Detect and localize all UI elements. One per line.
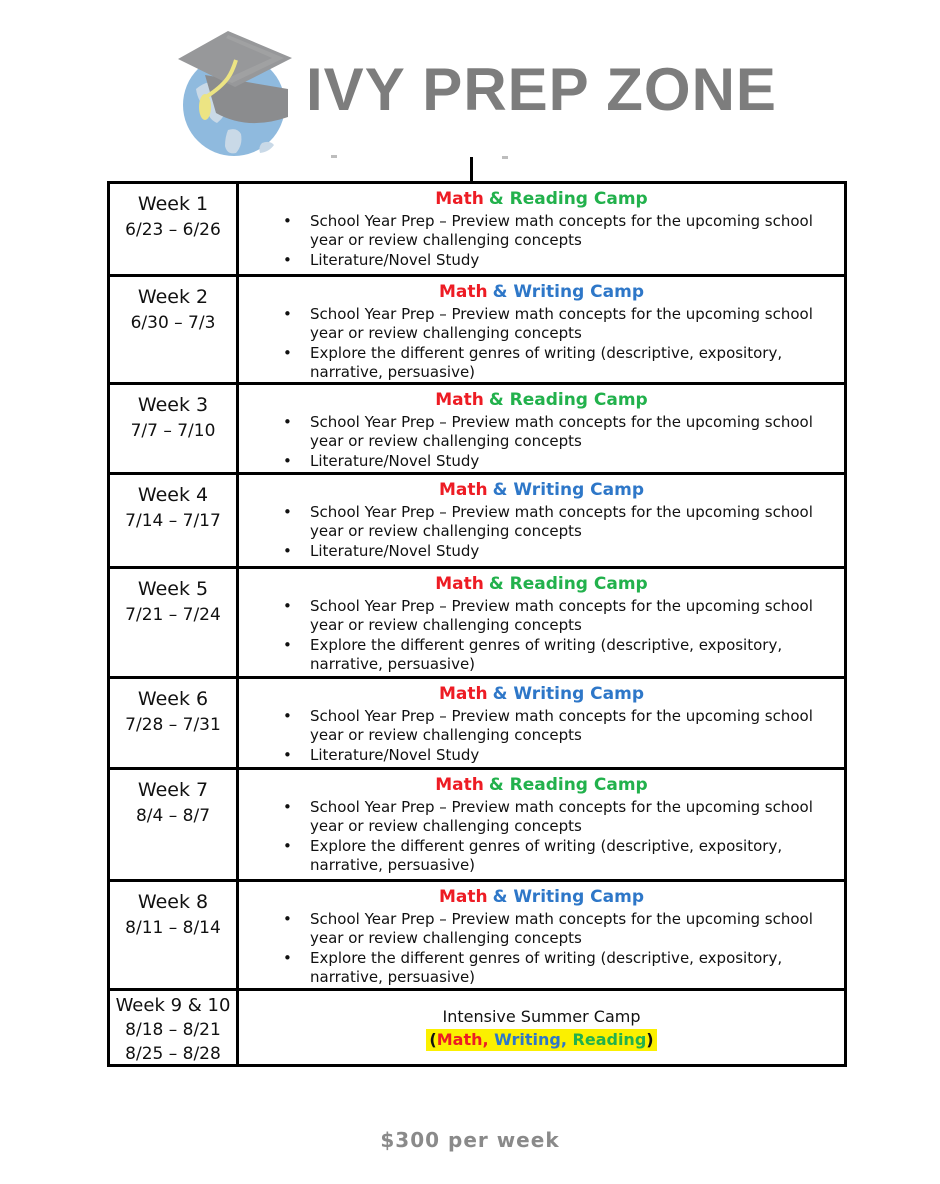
week-cell	[110, 184, 239, 274]
camp-cell	[239, 385, 844, 472]
bullet-item: • Literature/Novel Study	[251, 452, 832, 471]
schedule-row	[110, 184, 844, 277]
camp-title-math: Math	[435, 574, 484, 594]
camp-title-rest: & Writing Camp	[492, 480, 644, 500]
bullet-item: • School Year Prep – Preview math concepts for the upcoming school year or review challenging concepts	[251, 910, 832, 948]
bullet-item: • School Year Prep – Preview math concepts for the upcoming school year or review challenging concepts	[251, 798, 832, 836]
week-cell	[110, 679, 239, 767]
week-label: Week 1	[137, 193, 209, 215]
week-dates: 8/18 – 8/21	[125, 1020, 221, 1040]
camp-title	[251, 189, 832, 210]
week-cell	[110, 569, 239, 676]
camp-title-math: Math	[435, 390, 484, 410]
week-dates: 8/11 – 8/14	[125, 918, 221, 938]
camp-title	[251, 480, 832, 501]
bullet-item: • Literature/Novel Study	[251, 542, 832, 561]
camp-title-rest: & Reading Camp	[488, 775, 648, 795]
highlight-part: )	[646, 1029, 654, 1049]
camp-cell	[239, 770, 844, 879]
camp-cell	[239, 184, 844, 274]
week-label: Week 8	[137, 891, 209, 913]
schedule-row	[110, 679, 844, 770]
schedule-row	[110, 385, 844, 475]
week-dates: 7/28 – 7/31	[125, 715, 221, 735]
week-label: Week 5	[137, 578, 209, 600]
bullet-item: • Explore the different genres of writing (descriptive, expository, narrative, persuasive)	[251, 949, 832, 987]
artifact-speck	[331, 155, 337, 158]
week-label: Week 3	[137, 394, 209, 416]
week-cell	[110, 385, 239, 472]
camp-title	[251, 887, 832, 908]
bullet-list	[251, 707, 832, 765]
brand-title: IVY PREP ZONE	[306, 56, 777, 123]
bullet-item: • Explore the different genres of writing (descriptive, expository, narrative, persuasive)	[251, 344, 832, 382]
camp-title-rest: & Reading Camp	[488, 390, 648, 410]
camp-title-rest: & Writing Camp	[492, 887, 644, 907]
schedule-table	[107, 181, 847, 1067]
bullet-item: • School Year Prep – Preview math concepts for the upcoming school year or review challenging concepts	[251, 413, 832, 451]
graduation-cap-globe-icon	[168, 25, 303, 160]
camp-title-math: Math	[435, 775, 484, 795]
schedule-row	[110, 770, 844, 882]
bullet-list	[251, 910, 832, 987]
week-cell	[110, 991, 239, 1064]
camp-cell	[239, 277, 844, 382]
bullet-list	[251, 503, 832, 561]
camp-title-rest: & Writing Camp	[492, 282, 644, 302]
week-dates: 8/25 – 8/28	[125, 1044, 221, 1064]
camp-title-math: Math	[438, 282, 488, 302]
schedule-row	[110, 569, 844, 679]
camp-title	[251, 282, 832, 303]
highlight-part: Reading	[572, 1029, 647, 1049]
camp-title-rest: & Writing Camp	[492, 684, 644, 704]
bullet-item: • School Year Prep – Preview math concepts for the upcoming school year or review challenging concepts	[251, 597, 832, 635]
week-cell	[110, 475, 239, 566]
bullet-item: • School Year Prep – Preview math concepts for the upcoming school year or review challenging concepts	[251, 212, 832, 250]
bullet-list	[251, 413, 832, 471]
schedule-row-final	[110, 991, 844, 1064]
highlight-part: (	[429, 1029, 437, 1049]
camp-cell	[239, 882, 844, 988]
camp-cell	[239, 569, 844, 676]
bullet-list	[251, 597, 832, 674]
bullet-item: • Literature/Novel Study	[251, 746, 832, 765]
schedule-row	[110, 277, 844, 385]
bullet-list	[251, 212, 832, 270]
schedule-row	[110, 475, 844, 569]
bullet-item: • Explore the different genres of writing (descriptive, expository, narrative, persuasive)	[251, 636, 832, 674]
schedule-row	[110, 882, 844, 991]
bullet-list	[251, 798, 832, 875]
camp-title-rest: & Reading Camp	[488, 574, 648, 594]
week-cell	[110, 882, 239, 988]
week-cell	[110, 277, 239, 382]
bullet-list	[251, 305, 832, 382]
week-label: Week 7	[137, 779, 209, 801]
camp-title-math: Math	[435, 189, 484, 209]
camp-cell	[239, 991, 844, 1064]
week-label: Week 2	[137, 286, 209, 308]
highlighted-subjects	[426, 1029, 656, 1051]
camp-title	[251, 390, 832, 411]
camp-cell	[239, 475, 844, 566]
week-label: Week 4	[137, 484, 209, 506]
week-dates: 7/14 – 7/17	[125, 511, 221, 531]
cursor-mark	[470, 157, 473, 182]
week-dates: 8/4 – 8/7	[135, 806, 211, 826]
artifact-speck	[502, 156, 508, 159]
bullet-item: • School Year Prep – Preview math concepts for the upcoming school year or review challenging concepts	[251, 503, 832, 541]
week-cell	[110, 770, 239, 879]
bullet-item: • School Year Prep – Preview math concepts for the upcoming school year or review challenging concepts	[251, 305, 832, 343]
camp-title	[251, 574, 832, 595]
camp-cell	[239, 679, 844, 767]
camp-title-math: Math	[438, 480, 488, 500]
week-dates: 7/21 – 7/24	[125, 605, 221, 625]
highlight-part: ,	[482, 1029, 495, 1049]
intensive-camp-title: Intensive Summer Camp	[442, 1006, 641, 1026]
camp-title-rest: & Reading Camp	[488, 189, 648, 209]
week-dates: 6/30 – 7/3	[130, 313, 216, 333]
bullet-item: • Literature/Novel Study	[251, 251, 832, 270]
price-note: $300 per week	[380, 1128, 560, 1152]
highlight-part: Writing	[494, 1029, 561, 1049]
week-dates: 6/23 – 6/26	[125, 220, 221, 240]
highlight-part: ,	[560, 1029, 573, 1049]
week-label: Week 6	[137, 688, 209, 710]
camp-title	[251, 775, 832, 796]
camp-title-math: Math	[438, 887, 488, 907]
week-label: Week 9 & 10	[115, 995, 231, 1016]
week-dates: 7/7 – 7/10	[130, 421, 216, 441]
camp-title-math: Math	[438, 684, 488, 704]
bullet-item: • Explore the different genres of writing (descriptive, expository, narrative, persuasive)	[251, 837, 832, 875]
bullet-item: • School Year Prep – Preview math concepts for the upcoming school year or review challenging concepts	[251, 707, 832, 745]
highlight-part: Math	[436, 1029, 483, 1049]
camp-title	[251, 684, 832, 705]
